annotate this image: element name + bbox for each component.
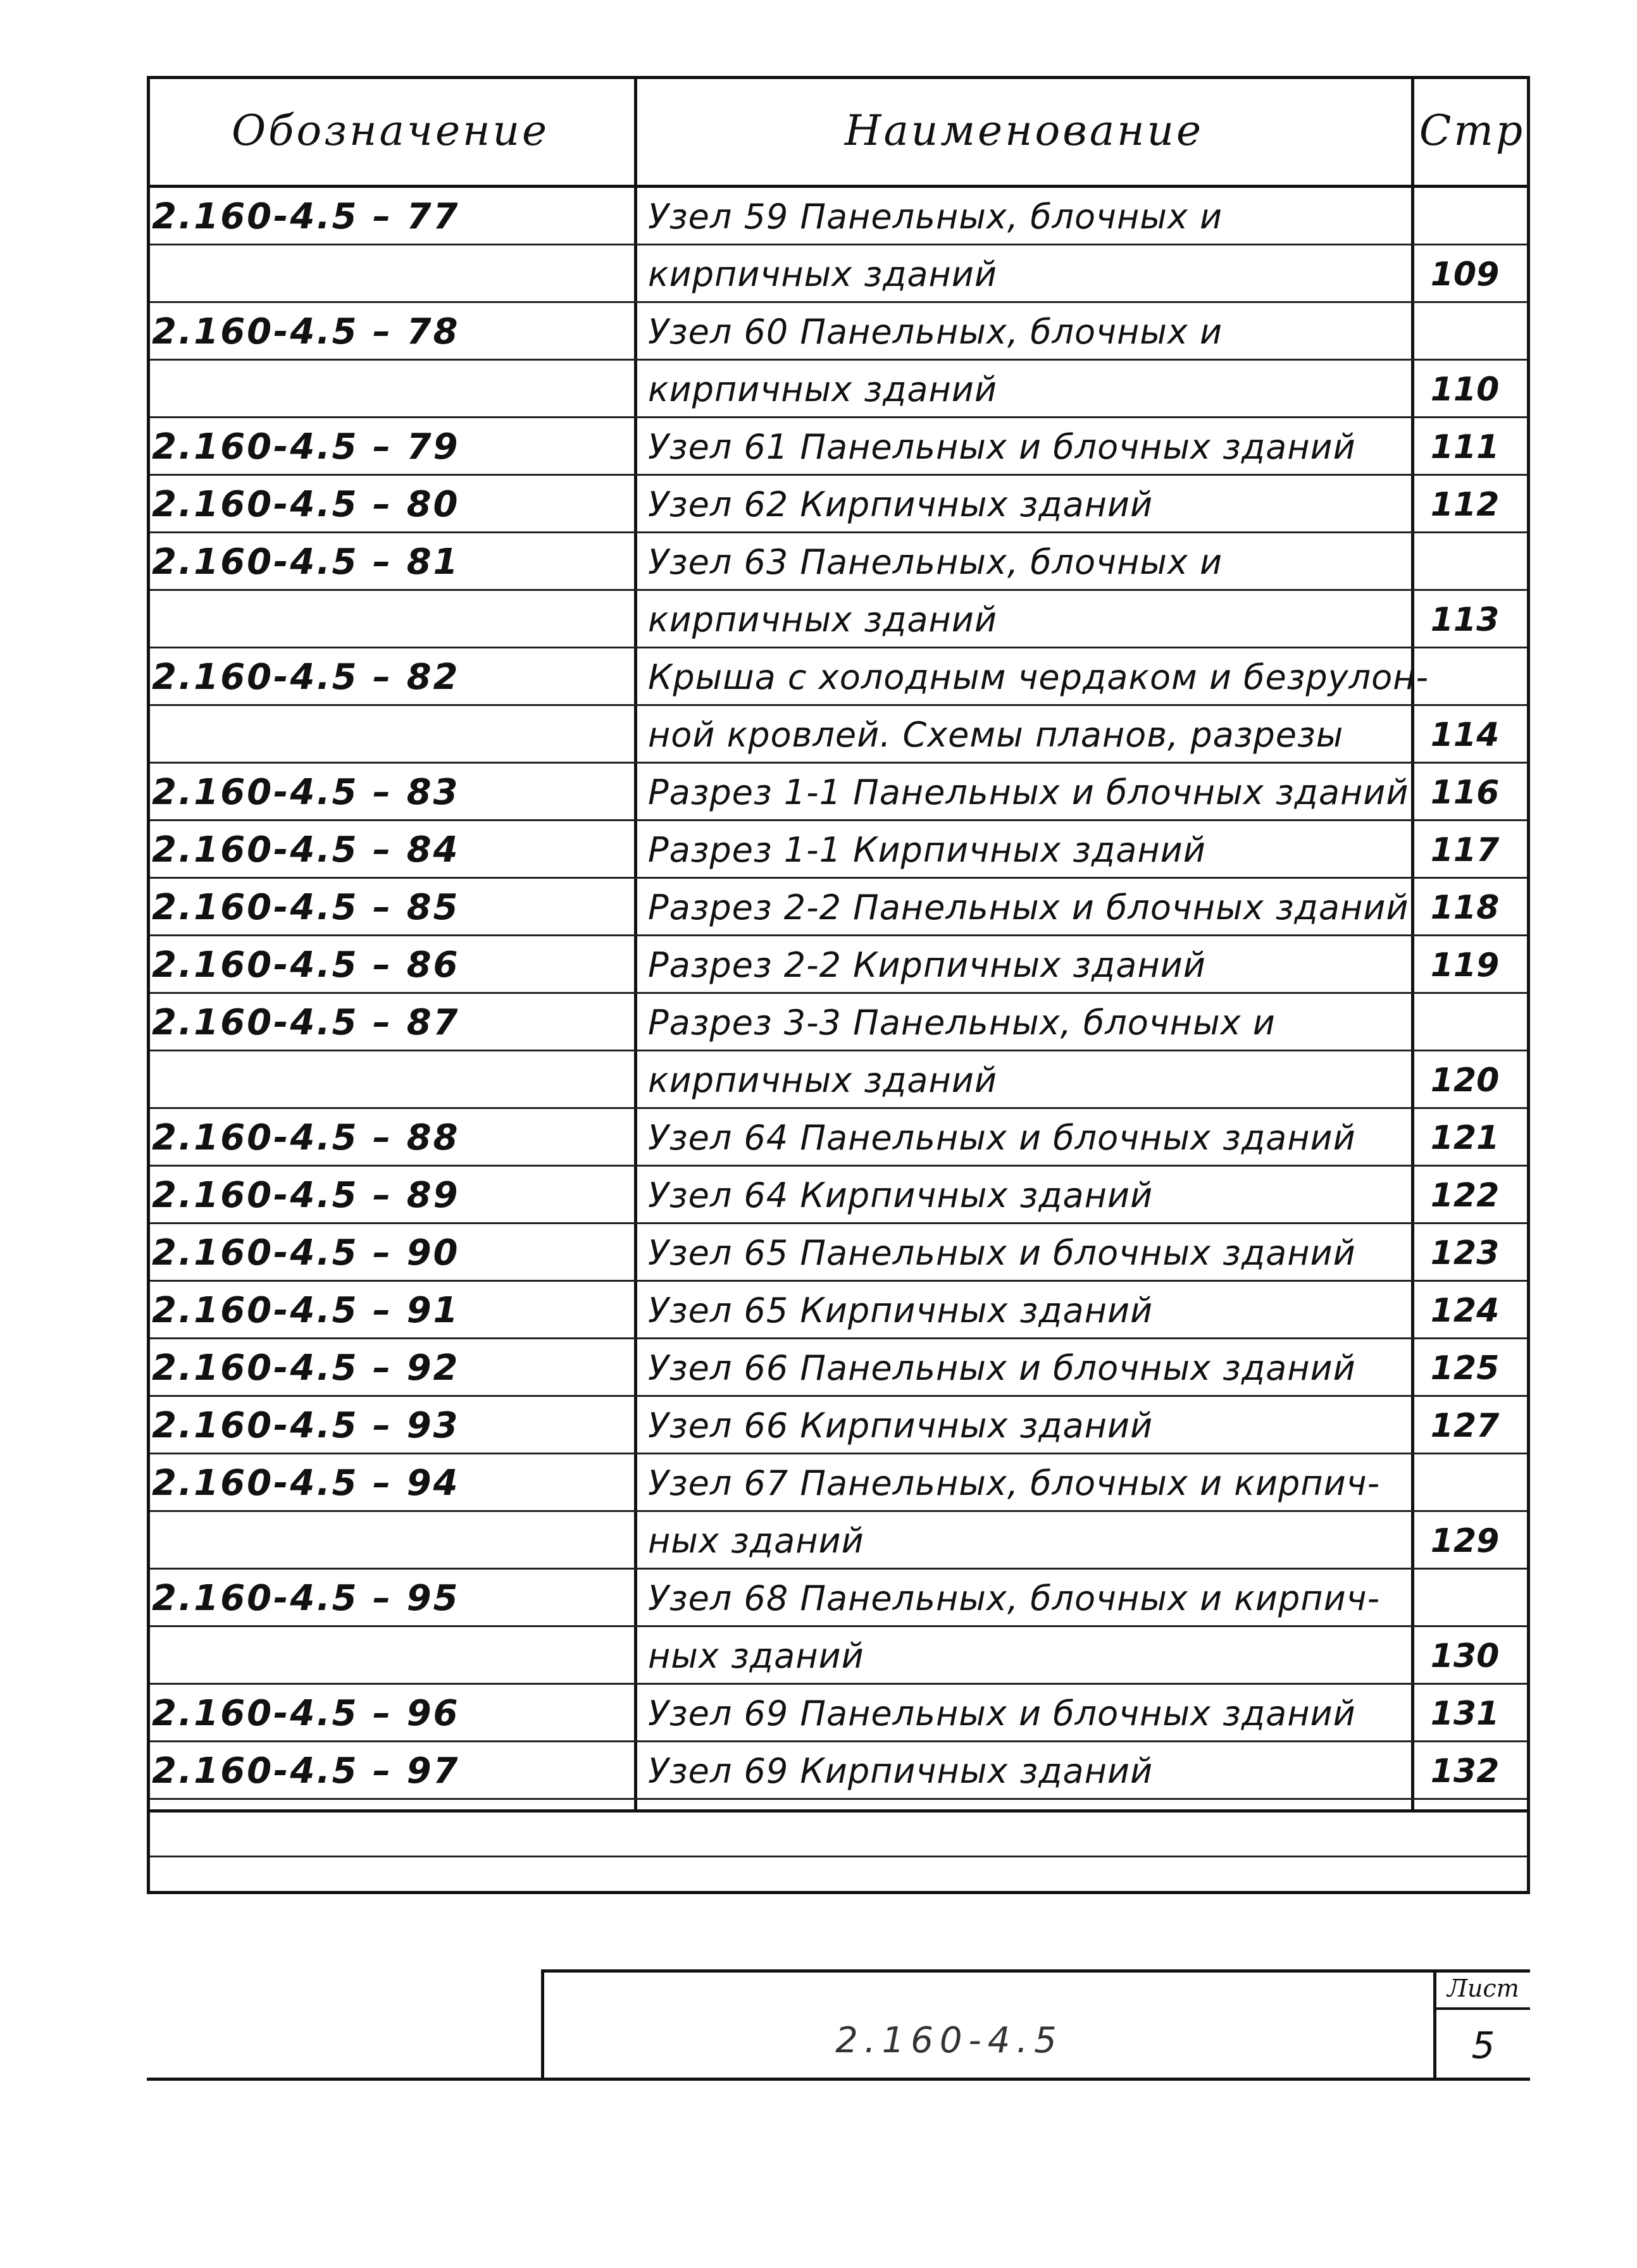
row-name: Узел 69 Кирпичных зданий <box>648 1751 1154 1791</box>
row-name: Узел 64 Кирпичных зданий <box>648 1175 1154 1215</box>
row-page: 121 <box>1430 1119 1500 1157</box>
row-name: Узел 66 Кирпичных зданий <box>648 1406 1154 1446</box>
sheet-number-box <box>1433 1969 1530 2081</box>
row-code: 2.160-4.5 – 82 <box>152 657 460 698</box>
row-code: 2.160-4.5 – 80 <box>152 484 460 525</box>
row-code: 2.160-4.5 – 92 <box>152 1348 460 1389</box>
row-page: 132 <box>1430 1752 1500 1790</box>
row-page: 113 <box>1430 600 1500 639</box>
row-name: Узел 61 Панельных и блочных зданий <box>648 427 1356 467</box>
row-code: 2.160-4.5 – 94 <box>152 1463 460 1504</box>
row-name: Узел 59 Панельных, блочных и <box>648 197 1223 237</box>
header-name: Наименование <box>844 106 1204 155</box>
row-name: Узел 65 Панельных и блочных зданий <box>648 1233 1356 1273</box>
row-code: 2.160-4.5 – 91 <box>152 1290 460 1331</box>
row-page: 117 <box>1430 831 1500 869</box>
row-page: 131 <box>1430 1694 1500 1733</box>
row-name: Узел 67 Панельных, блочных и кирпич- <box>648 1463 1381 1503</box>
row-page: 119 <box>1430 946 1500 984</box>
header-page: Стр <box>1419 106 1526 155</box>
row-name: Разрез 2-2 Кирпичных зданий <box>648 945 1206 985</box>
row-code: 2.160-4.5 – 85 <box>152 887 460 928</box>
row-name: Разрез 2-2 Панельных и блочных зданий <box>648 888 1409 927</box>
row-code: 2.160-4.5 – 88 <box>152 1117 460 1158</box>
row-name: Узел 62 Кирпичных зданий <box>648 485 1154 524</box>
row-page: 129 <box>1430 1521 1500 1560</box>
row-code: 2.160-4.5 – 89 <box>152 1175 460 1216</box>
row-code: 2.160-4.5 – 95 <box>152 1578 460 1619</box>
row-code: 2.160-4.5 – 93 <box>152 1405 460 1446</box>
row-code: 2.160-4.5 – 97 <box>152 1751 460 1792</box>
row-code: 2.160-4.5 – 81 <box>152 542 460 583</box>
title-block-top-line <box>147 1809 1530 1813</box>
outer-frame <box>147 76 1530 1894</box>
row-page: 122 <box>1430 1176 1500 1215</box>
row-page: 120 <box>1430 1061 1500 1100</box>
row-name: Узел 65 Кирпичных зданий <box>648 1291 1154 1330</box>
row-page: 127 <box>1430 1406 1500 1445</box>
row-code: 2.160-4.5 – 77 <box>152 196 460 237</box>
row-name: Разрез 1-1 Кирпичных зданий <box>648 830 1206 870</box>
row-name: Узел 64 Панельных и блочных зданий <box>648 1118 1356 1158</box>
row-name: Крыша с холодным чердаком и безрулон- <box>648 657 1429 697</box>
row-name: Узел 68 Панельных, блочных и кирпич- <box>648 1578 1381 1618</box>
row-page: 112 <box>1430 485 1500 524</box>
row-page: 123 <box>1430 1234 1500 1272</box>
row-name: кирпичных зданий <box>648 1060 997 1100</box>
row-name: кирпичных зданий <box>648 369 997 409</box>
row-page: 125 <box>1430 1349 1500 1387</box>
row-code: 2.160-4.5 – 83 <box>152 772 460 813</box>
row-name: Разрез 1-1 Панельных и блочных зданий <box>648 772 1409 812</box>
sheet-label: Лист <box>1447 1974 1519 2002</box>
frame-bottom-line <box>147 2078 1530 2081</box>
row-page: 118 <box>1430 888 1500 927</box>
row-code: 2.160-4.5 – 79 <box>152 426 460 468</box>
row-page: 111 <box>1430 428 1500 466</box>
row-name: Разрез 3-3 Панельных, блочных и <box>648 1003 1276 1043</box>
header-designation: Обозначение <box>231 106 550 155</box>
row-page: 109 <box>1430 255 1500 294</box>
row-code: 2.160-4.5 – 90 <box>152 1232 460 1273</box>
row-name: Узел 60 Панельных, блочных и <box>648 312 1223 352</box>
row-name: Узел 66 Панельных и блочных зданий <box>648 1348 1356 1388</box>
row-name: кирпичных зданий <box>648 254 997 294</box>
row-code: 2.160-4.5 – 87 <box>152 1002 460 1043</box>
row-name: ной кровлей. Схемы планов, разрезы <box>648 715 1344 755</box>
row-page: 130 <box>1430 1637 1500 1675</box>
document-code: 2.160-4.5 <box>835 2019 1063 2061</box>
row-name: кирпичных зданий <box>648 600 997 640</box>
row-code: 2.160-4.5 – 86 <box>152 945 460 986</box>
row-page: 110 <box>1430 370 1500 409</box>
row-name: ных зданий <box>648 1636 864 1676</box>
row-page: 124 <box>1430 1291 1500 1330</box>
row-code: 2.160-4.5 – 78 <box>152 311 460 352</box>
row-page: 114 <box>1430 716 1500 754</box>
row-name: Узел 63 Панельных, блочных и <box>648 542 1223 582</box>
row-name: Узел 69 Панельных и блочных зданий <box>648 1694 1356 1733</box>
row-name: ных зданий <box>648 1521 864 1561</box>
sheet-number: 5 <box>1471 2024 1495 2067</box>
row-page: 116 <box>1430 773 1500 812</box>
row-code: 2.160-4.5 – 84 <box>152 829 460 871</box>
row-code: 2.160-4.5 – 96 <box>152 1693 460 1734</box>
